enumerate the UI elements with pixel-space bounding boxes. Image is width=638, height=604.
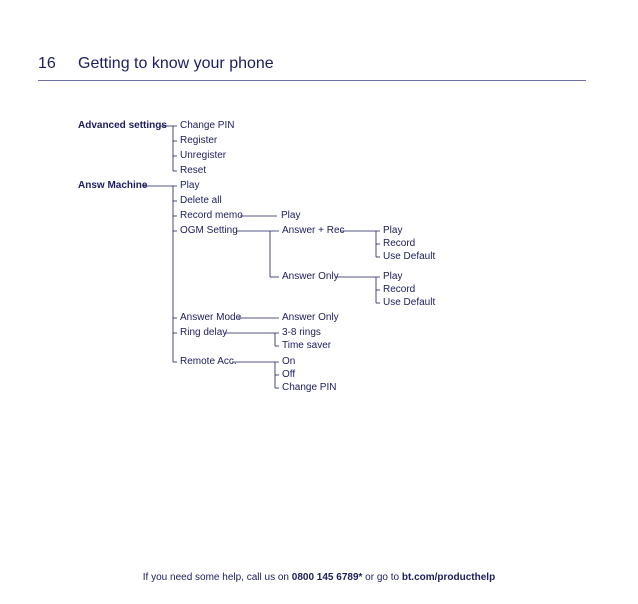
menu-subitem-time-saver: Time saver	[282, 340, 332, 351]
menu-subitem-off: Off	[282, 369, 296, 380]
menu-item-remote-acc: Remote Acc.	[180, 356, 237, 367]
page-title: Getting to know your phone	[78, 55, 274, 72]
menu-item-ring-delay: Ring delay	[180, 327, 228, 338]
menu-subitem-mode-answer-only: Answer Only	[282, 312, 339, 323]
menu-item-delete-all: Delete all	[180, 195, 222, 206]
menu-item-unregister: Unregister	[180, 150, 227, 161]
menu-item-play: Play	[180, 180, 200, 191]
menu-item-change-pin: Change PIN	[180, 120, 235, 131]
footer-prefix: If you need some help, call us on	[142, 572, 292, 583]
menu-advanced-settings: Advanced settings	[78, 120, 167, 131]
menu-item-record-memo: Record memo	[180, 210, 243, 221]
menu-leaf-answer-only-use-default: Use Default	[383, 297, 436, 308]
menu-leaf-answer-rec-record: Record	[383, 238, 416, 249]
menu-subitem-on: On	[282, 356, 296, 367]
menu-item-register: Register	[180, 135, 218, 146]
menu-answ-machine: Answ Machine	[78, 180, 148, 191]
menu-item-ogm-setting: OGM Setting	[180, 225, 238, 236]
menu-item-reset: Reset	[180, 165, 207, 176]
menu-subitem-remote-change-pin: Change PIN	[282, 382, 337, 393]
footer-help-text	[0, 572, 638, 583]
menu-leaf-answer-rec-play: Play	[383, 225, 403, 236]
menu-item-answer-mode: Answer Mode	[180, 312, 242, 323]
menu-leaf-answer-only-record: Record	[383, 284, 416, 295]
footer-middle: or go to	[362, 572, 402, 583]
menu-subitem-answer-only: Answer Only	[282, 271, 339, 282]
menu-subitem-3-8-rings: 3-8 rings	[282, 327, 321, 338]
footer-phone: 0800 145 6789*	[291, 572, 363, 583]
menu-leaf-answer-only-play: Play	[383, 271, 403, 282]
menu-leaf-answer-rec-use-default: Use Default	[383, 251, 436, 262]
page-number: 16	[38, 55, 56, 72]
menu-subitem-answer-rec: Answer + Rec	[282, 225, 345, 236]
footer-url-link[interactable]: bt.com/producthelp	[401, 572, 496, 583]
menu-subitem-memo-play: Play	[281, 210, 301, 221]
